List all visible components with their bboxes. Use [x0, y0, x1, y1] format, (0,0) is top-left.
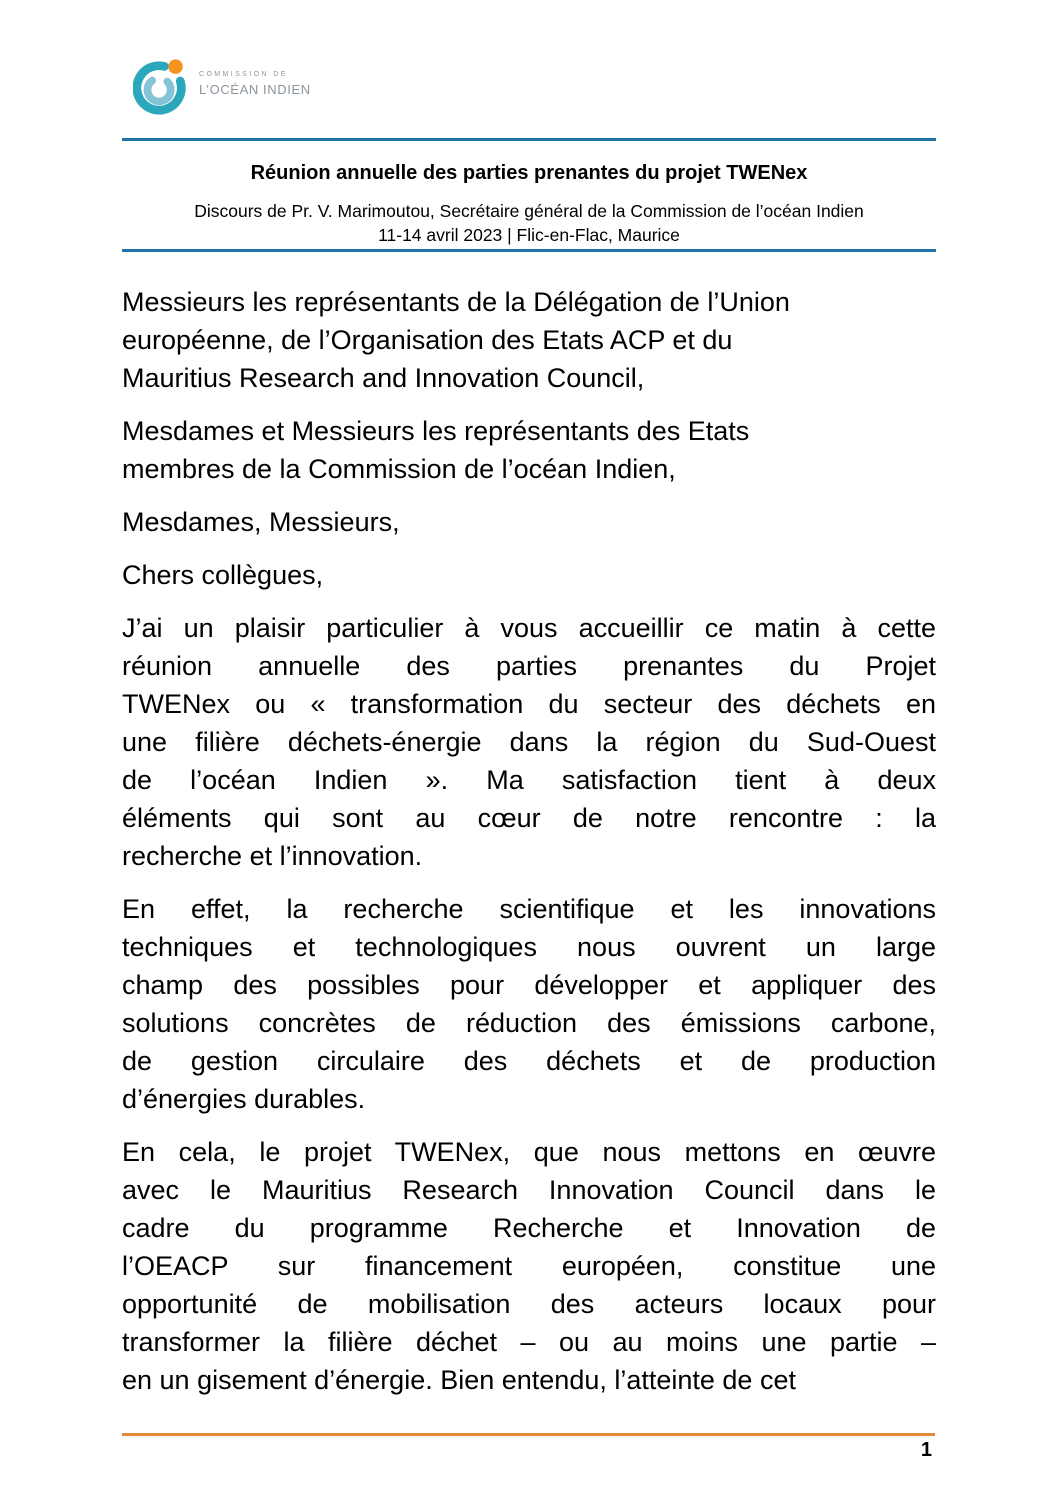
paragraph: [122, 609, 936, 875]
document-title: Réunion annuelle des parties prenantes du projet TWENex: [250, 162, 808, 184]
document-subtitle-speaker: Discours de Pr. V. Marimoutou, Secrétaire général de la Commission de l’océan Indien: [194, 201, 864, 221]
paragraph-line: Mesdames et Messieurs les représentants des Etats: [122, 416, 750, 446]
header-rule-bottom: [122, 249, 936, 252]
paragraph: [122, 503, 936, 541]
paragraph-line: champ des possibles pour développer et appliquer des: [122, 970, 936, 1000]
logo-text-line2: L’OCÉAN INDIEN: [199, 82, 311, 97]
paragraph-line: En cela, le projet TWENex, que nous mettons en œuvre: [122, 1137, 936, 1167]
paragraph-line: Chers collègues,: [122, 560, 324, 590]
coi-logo: [133, 56, 311, 116]
paragraph-line: recherche et l’innovation.: [122, 841, 423, 871]
paragraph-line: techniques et technologiques nous ouvrent un large: [122, 932, 936, 962]
paragraph-line: avec le Mauritius Research Innovation Council dans le: [122, 1175, 936, 1205]
paragraph-line: de l’océan Indien ». Ma satisfaction tient à deux: [122, 765, 936, 795]
paragraph-line: l’OEACP sur financement européen, constitue une: [122, 1251, 936, 1281]
paragraph-line: opportunité de mobilisation des acteurs locaux pour: [122, 1289, 936, 1319]
coi-logo-wordmark: [199, 70, 311, 97]
logo-text-line1: COMMISSION DE: [199, 71, 288, 78]
paragraph-line: Mauritius Research and Innovation Council,: [122, 363, 645, 393]
paragraph-line: Mesdames, Messieurs,: [122, 507, 400, 537]
paragraph-line: J’ai un plaisir particulier à vous accueillir ce matin à cette: [122, 613, 936, 643]
coi-swirl-icon: [133, 56, 191, 116]
paragraph-line: membres de la Commission de l’océan Indien,: [122, 454, 676, 484]
paragraph-line: européenne, de l’Organisation des Etats ACP et du: [122, 325, 733, 355]
paragraph-line: d’énergies durables.: [122, 1084, 366, 1114]
paragraph-line: réunion annuelle des parties prenantes du Projet: [122, 651, 936, 681]
paragraph: [122, 890, 936, 1118]
paragraph-line: transformer la filière déchet – ou au moins une partie –: [122, 1327, 936, 1357]
paragraph-line: Messieurs les représentants de la Délégation de l’Union: [122, 287, 790, 317]
paragraph-line: éléments qui sont au cœur de notre rencontre : la: [122, 803, 936, 833]
header-rule-top: [122, 138, 936, 141]
page-number: 1: [920, 1439, 932, 1461]
paragraph: [122, 1133, 936, 1399]
paragraph: [122, 283, 936, 397]
paragraph: [122, 412, 936, 488]
footer-rule: [122, 1433, 935, 1436]
paragraph-line: de gestion circulaire des déchets et de production: [122, 1046, 936, 1076]
paragraph: [122, 556, 936, 594]
speech-body: [122, 283, 936, 1414]
document-subtitle-date-location: 11-14 avril 2023 | Flic-en-Flac, Maurice: [378, 225, 680, 245]
paragraph-line: En effet, la recherche scientifique et les innovations: [122, 894, 936, 924]
paragraph-line: en un gisement d’énergie. Bien entendu, l’atteinte de cet: [122, 1365, 796, 1395]
paragraph-line: une filière déchets-énergie dans la région du Sud-Ouest: [122, 727, 936, 757]
paragraph-line: TWENex ou « transformation du secteur des déchets en: [122, 689, 936, 719]
paragraph-line: cadre du programme Recherche et Innovation de: [122, 1213, 936, 1243]
paragraph-line: solutions concrètes de réduction des émissions carbone,: [122, 1008, 936, 1038]
